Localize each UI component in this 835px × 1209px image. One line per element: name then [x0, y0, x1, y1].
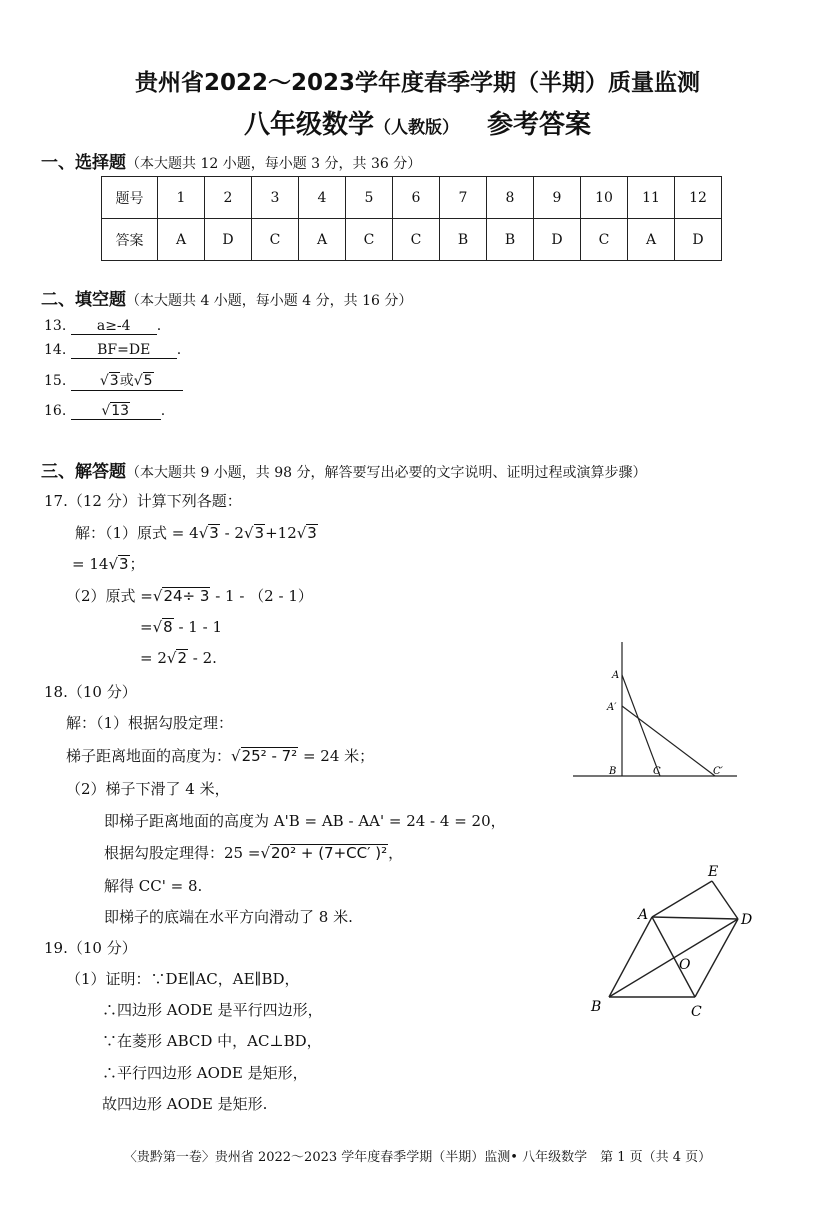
edition-label: （人教版） [374, 118, 459, 138]
label-C: C [653, 766, 661, 777]
row-header-number: 题号 [102, 177, 158, 219]
q19-line-1: （1）证明：∵DE∥AC，AE∥BD， [66, 970, 300, 988]
label-C: C [691, 1004, 702, 1020]
section3-heading: 三、解答题（本大题共 9 小题，共 98 分，解答要写出必要的文字说明、证明过程或演算步骤） [41, 462, 647, 482]
subject-title: 八年级数学 [243, 110, 374, 140]
label-A: A [638, 907, 649, 923]
q18-line-1: 解：（1）根据勾股定理： [66, 714, 234, 732]
q17-line-1: 解：（1）原式 = 4√3 - 2√3+12√3 [75, 524, 317, 542]
label-B: B [609, 766, 617, 777]
page-footer: 〈贵黔第一卷〉贵州省 2022～2023 学年度春季学期（半期）监测• 八年级数学 第 1 页（共 4 页） [123, 1150, 712, 1165]
fill-item-15: 15. √3或√5 [44, 370, 183, 391]
q19-line-5: 故四边形 AODE 是矩形. [102, 1095, 268, 1113]
q17-heading: 17.（12 分）计算下列各题： [44, 492, 242, 510]
fill-item-16: 16. √13 . [44, 403, 166, 419]
q17-line-4: =√8 - 1 - 1 [140, 618, 222, 636]
table-row: 答案 A D C A C C B B D C A D [102, 219, 722, 261]
section1-heading: 一、选择题（本大题共 12 小题，每小题 3 分，共 36 分） [41, 153, 422, 173]
q18-line-7: 即梯子的底端在水平方向滑动了 8 米. [104, 908, 353, 926]
q19-heading: 19.（10 分） [44, 939, 137, 957]
answer-key-label: 参考答案 [487, 110, 592, 140]
q18-line-4: 即梯子距离地面的高度为 A'B = AB - AA' = 24 - 4 = 20， [104, 812, 506, 830]
label-E: E [708, 864, 719, 880]
q19-line-3: ∵在菱形 ABCD 中，AC⊥BD， [102, 1032, 322, 1050]
label-O: O [679, 957, 691, 973]
rhombus-figure [585, 860, 760, 1025]
row-header-answer: 答案 [102, 219, 158, 261]
table-row: 题号 1 2 3 4 5 6 7 8 9 10 11 12 [102, 177, 722, 219]
q19-line-2: ∴四边形 AODE 是平行四边形， [102, 1001, 323, 1019]
answer-table [101, 176, 722, 261]
label-A-prime: A′ [607, 702, 617, 713]
ladder-figure [565, 638, 745, 783]
label-B: B [591, 999, 602, 1015]
q17-line-3: （2）原式 =√24÷ 3 - 1 - （2 - 1） [66, 587, 313, 605]
title-line-2 [0, 104, 835, 141]
q17-line-5: = 2√2 - 2. [140, 649, 217, 667]
label-A: A [612, 670, 620, 681]
q19-line-4: ∴平行四边形 AODE 是矩形， [102, 1064, 308, 1082]
q17-line-2: = 14√3； [72, 555, 145, 573]
q18-line-2: 梯子距离地面的高度为：√25² - 7² = 24 米； [66, 747, 375, 765]
q18-line-3: （2）梯子下滑了 4 米， [66, 780, 230, 798]
fill-item-14: 14. BF=DE . [44, 342, 182, 358]
q18-line-5: 根据勾股定理得：25 =√20² + (7+CC′ )²， [104, 844, 404, 862]
q18-line-6: 解得 CC' = 8. [104, 877, 203, 895]
label-D: D [741, 912, 753, 928]
fill-item-13: 13. a≥-4 . [44, 318, 162, 334]
q18-heading: 18.（10 分） [44, 683, 137, 701]
section2-heading: 二、填空题（本大题共 4 小题，每小题 4 分，共 16 分） [41, 290, 413, 310]
title-line-1: 贵州省2022～2023学年度春季学期（半期）质量监测 [134, 70, 701, 96]
label-C-prime: C′ [713, 766, 723, 777]
